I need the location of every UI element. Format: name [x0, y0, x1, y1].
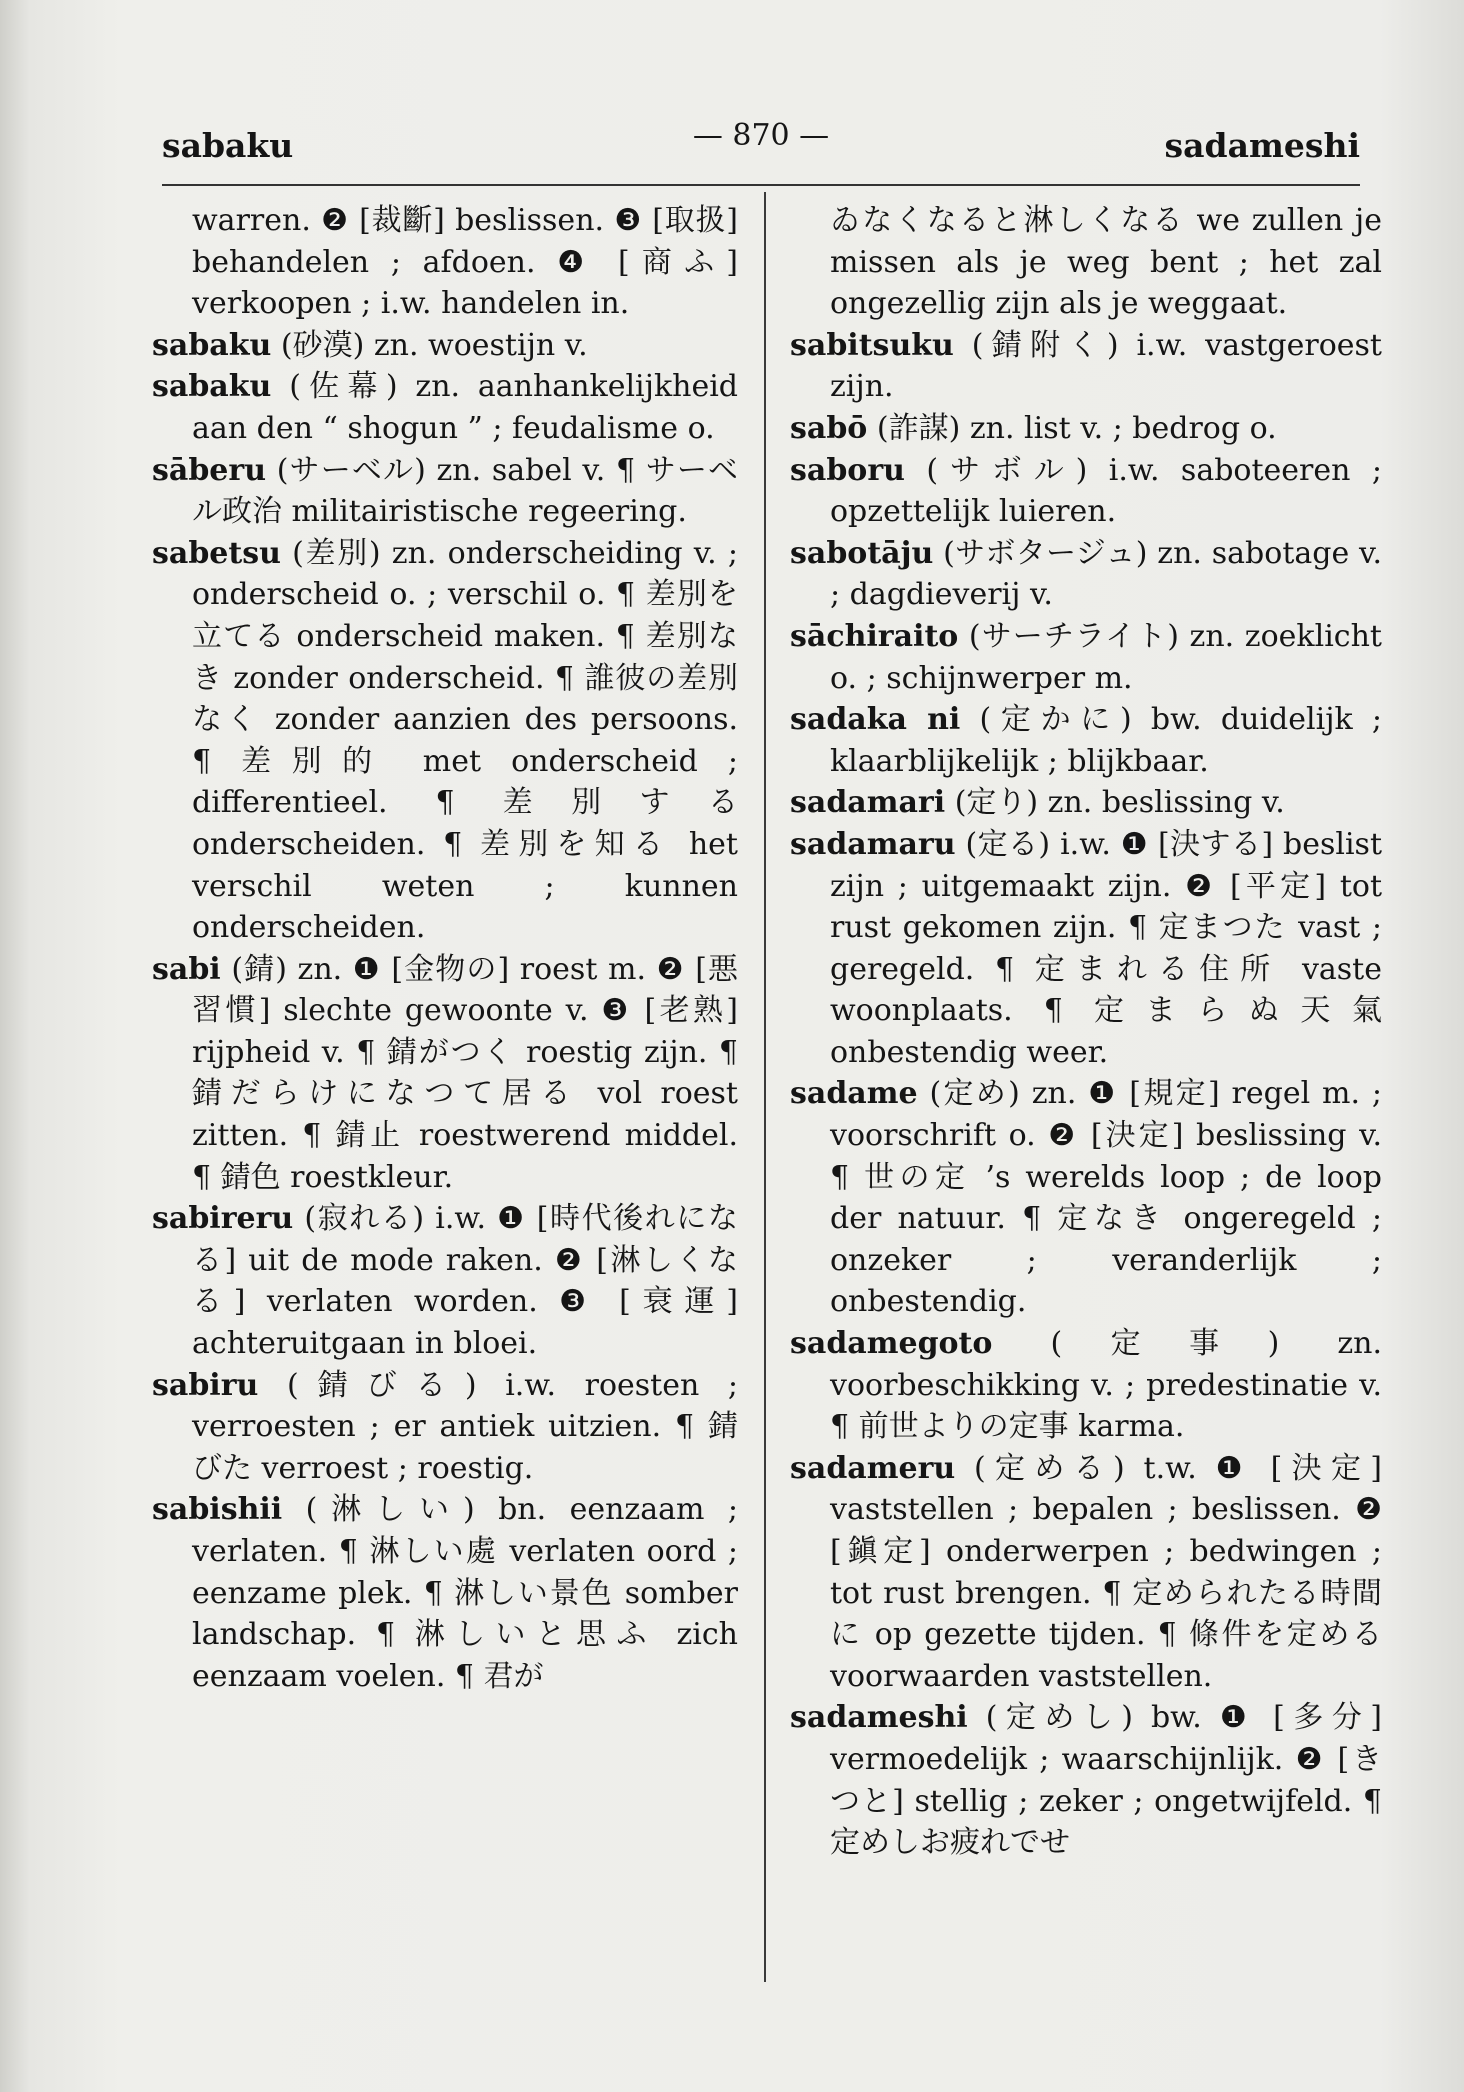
- entry-definition: warren. ❷ [裁斷] beslissen. ❸ [取扱] behandelen ; afdoen. ❹ [商ふ] verkoopen ; i.w. handelen in.: [192, 203, 738, 322]
- entry-headword: sabotāju: [790, 535, 934, 571]
- entry-headword: sāberu: [152, 452, 267, 488]
- entry-headword: sabaku: [152, 369, 272, 405]
- dictionary-entry: [152, 949, 738, 1199]
- dictionary-entry: [790, 1697, 1382, 1863]
- entry-definition: (定事) zn. voorbeschikking v. ; predestinatie v. ¶ 前世よりの定事 karma.: [830, 1326, 1383, 1445]
- entry-definition: (定かに) bw. duidelijk ; klaarblijkelijk ; blijkbaar.: [830, 702, 1383, 779]
- entry-definition: (差別) zn. onderscheiding v. ; onderscheid o. ; verschil o. ¶ 差別を立てる onderscheid maken. ¶ 差別なき zonder onderscheid. ¶ 誰彼の差別なく zonder aanzien des persoons. ¶ 差別的 met onderscheid ; differentieel. ¶ 差別する onderscheiden. ¶ 差別を知る het verschil weten ; kunnen onderscheiden.: [192, 535, 738, 946]
- entry-headword: sadamari: [790, 785, 946, 821]
- dictionary-entry: [152, 1365, 738, 1490]
- dictionary-entry: [790, 325, 1382, 408]
- header-right-headword: sadameshi: [1164, 126, 1360, 165]
- entry-headword: sabi: [152, 951, 221, 987]
- entry-continuation: [790, 200, 1382, 325]
- entry-definition: (淋しい) bn. eenzaam ; verlaten. ¶ 淋しい處 verlaten oord ; eenzame plek. ¶ 淋しい景色 somber landschap. ¶ 淋しいと思ふ zich eenzaam voelen. ¶ 君が: [192, 1492, 738, 1694]
- entry-definition: (定り) zn. beslissing v.: [954, 785, 1285, 821]
- header-left-headword: sabaku: [162, 126, 294, 165]
- header-rule: [162, 184, 1360, 186]
- dictionary-entry: [790, 1448, 1382, 1698]
- dictionary-entry: [790, 1323, 1382, 1448]
- entry-headword: sadamaru: [790, 826, 956, 862]
- dictionary-entry: [152, 366, 738, 449]
- dictionary-entry: [152, 1198, 738, 1364]
- page-header: [162, 112, 1360, 172]
- entry-definition: (錆びる) i.w. roesten ; verroesten ; er antiek uitzien. ¶ 錆びた verroest ; roestig.: [192, 1367, 738, 1486]
- entry-definition: (寂れる) i.w. ❶ [時代後れになる] uit de mode raken. ❷ [淋しくなる] verlaten worden. ❸ [衰運] achteruitgaan in bloei.: [192, 1201, 738, 1362]
- entry-headword: sadaka ni: [790, 702, 961, 738]
- dictionary-entry: [790, 699, 1382, 782]
- dictionary-entry: [152, 450, 738, 533]
- entry-headword: sabetsu: [152, 535, 281, 571]
- dictionary-entry: [152, 1489, 738, 1697]
- dictionary-entry: [790, 1073, 1382, 1323]
- entry-definition: (錆) zn. ❶ [金物の] roest m. ❷ [悪習慣] slechte gewoonte v. ❸ [老熟] rijpheid v. ¶ 錆がつく roestig zijn. ¶ 錆だらけになつて居る vol roest zitten. ¶ 錆止 roestwerend middel. ¶ 錆色 roestkleur.: [192, 951, 738, 1195]
- entry-continuation: [152, 200, 738, 325]
- entry-definition: (サーベル) zn. sabel v. ¶ サーベル政治 militairistische regeering.: [192, 452, 738, 530]
- right-column: [790, 200, 1382, 1864]
- entry-headword: sabaku: [152, 327, 272, 363]
- entry-headword: sabō: [790, 410, 868, 446]
- dictionary-entry: [790, 450, 1382, 533]
- dictionary-entry: [790, 616, 1382, 699]
- entry-definition: (定める) t.w. ❶ [決定] vaststellen ; bepalen ; beslissen. ❷ [鎭定] onderwerpen ; bedwingen ; tot rust brengen. ¶ 定められたる時間に op gezette tijden. ¶ 條件を定める voorwaarden vaststellen.: [830, 1450, 1382, 1694]
- entry-definition: (サボタージュ) zn. sabotage v. ; dagdieverij v.: [830, 535, 1382, 613]
- dictionary-entry: [790, 782, 1382, 824]
- entry-headword: sabishii: [152, 1492, 283, 1528]
- dictionary-entry: [152, 325, 738, 367]
- column-divider: [764, 192, 766, 1982]
- dictionary-entry: [790, 408, 1382, 450]
- dictionary-entry: [790, 824, 1382, 1074]
- dictionary-entry: [790, 533, 1382, 616]
- left-column: [152, 200, 738, 1697]
- entry-definition: (詐謀) zn. list v. ; bedrog o.: [876, 410, 1277, 446]
- entry-headword: sadameru: [790, 1450, 956, 1486]
- page-number: — 870 —: [692, 118, 830, 153]
- entry-definition: (サーチライト) zn. zoeklicht o. ; schijnwerper m.: [830, 618, 1382, 696]
- entry-headword: saboru: [790, 452, 905, 488]
- entry-definition: (定る) i.w. ❶ [決する] beslist zijn ; uitgemaakt zijn. ❷ [平定] tot rust gekomen zijn. ¶ 定まつた vast ; geregeld. ¶ 定まれる住所 vaste woonplaats. ¶ 定まらぬ天氣 onbestendig weer.: [830, 826, 1382, 1070]
- entry-headword: sadameshi: [790, 1700, 968, 1736]
- entry-headword: sabiru: [152, 1367, 259, 1403]
- entry-headword: sadamegoto: [790, 1326, 993, 1362]
- entry-headword: sabireru: [152, 1201, 294, 1237]
- entry-definition: (錆附く) i.w. vastgeroest zijn.: [830, 327, 1382, 405]
- entry-definition: (サボル) i.w. saboteeren ; opzettelijk luieren.: [830, 452, 1382, 530]
- entry-headword: sabitsuku: [790, 327, 954, 363]
- entry-definition: (砂漠) zn. woestijn v.: [280, 327, 588, 363]
- entry-headword: sāchiraito: [790, 618, 959, 654]
- entry-definition: (定め) zn. ❶ [規定] regel m. ; voorschrift o. ❷ [決定] beslissing v. ¶ 世の定 ’s werelds loop ; de loop der natuur. ¶ 定なき ongeregeld ; onzeker ; veranderlijk ; onbestendig.: [830, 1076, 1382, 1320]
- entry-definition: (定めし) bw. ❶ [多分] vermoedelijk ; waarschijnlijk. ❷ [きつと] stellig ; zeker ; ongetwijfeld. ¶ 定めしお疲れでせ: [830, 1700, 1382, 1861]
- entry-definition: ゐなくなると淋しくなる we zullen je missen als je weg bent ; het zal ongezellig zijn als je weggaat.: [830, 203, 1382, 322]
- entry-definition: (佐幕) zn. aanhankelijkheid aan den “ shogun ” ; feudalisme o.: [192, 369, 738, 446]
- entry-headword: sadame: [790, 1076, 918, 1112]
- dictionary-entry: [152, 533, 738, 949]
